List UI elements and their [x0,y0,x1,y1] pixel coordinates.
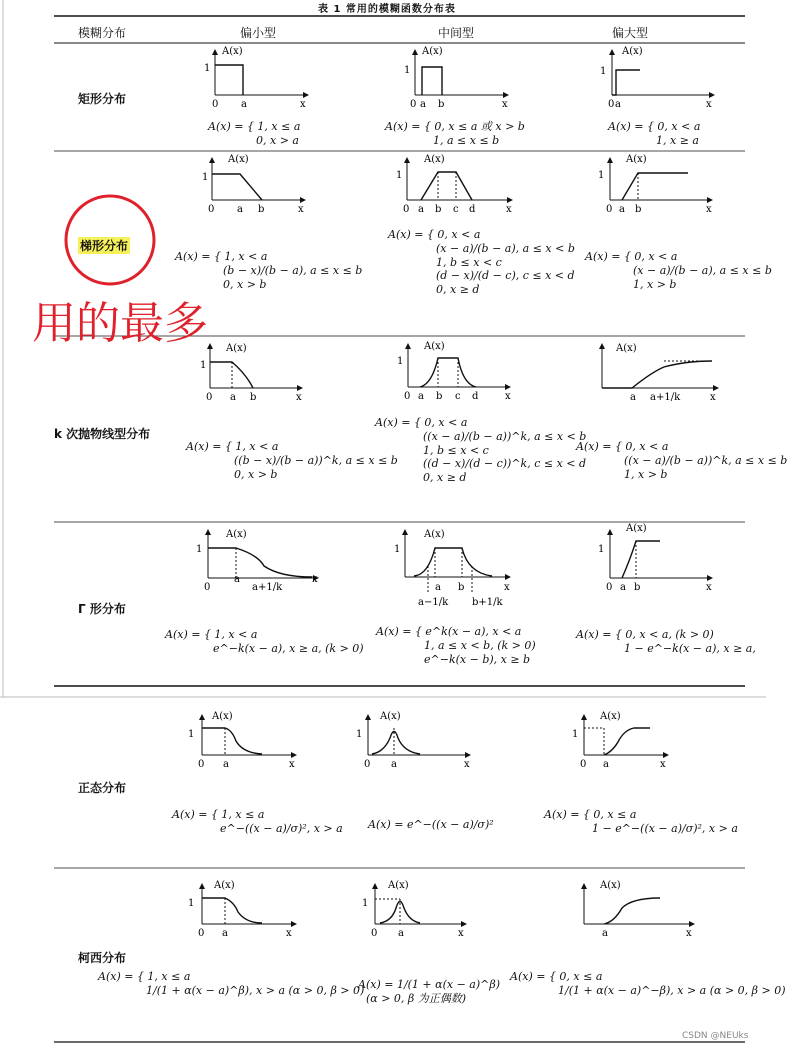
svg-text:b: b [435,204,442,215]
formula-rect-large: A(x) = { 0, x < a 1, x ≥ a [608,120,701,147]
formula-gamma-small: A(x) = { 1, x < a e^−k(x − a), x ≥ a, (k > 0) [165,628,364,655]
formula-normal-large: A(x) = { 0, x ≤ a 1 − e^−((x − a)/σ)², x > a [544,808,738,835]
svg-text:A(x): A(x) [226,529,247,540]
svg-text:A(x): A(x) [222,46,243,57]
svg-text:1: 1 [204,63,211,74]
svg-text:x: x [296,392,302,403]
svg-text:1: 1 [202,172,209,183]
graph-cauchy-large [584,880,694,939]
formula-para-small: A(x) = { 1, x < a ((b − x)/(b − a))^k, a ≤ x ≤ b 0, x > b [186,440,398,481]
svg-text:A(x): A(x) [616,343,637,354]
graph-normal-middle [356,711,470,770]
row-label-cauchy: 柯西分布 [78,951,127,965]
svg-text:A(x): A(x) [622,46,643,57]
svg-text:1: 1 [188,898,195,909]
svg-text:A(x): A(x) [214,880,235,891]
formula-gamma-middle: A(x) = { e^k(x − a), x < a 1, a ≤ x < b, (k > 0) e^−k(x − b), x ≥ b [376,625,536,666]
formula-cauchy-middle: A(x) = 1/(1 + α(x − a)^β) (α > 0, β 为正偶数) [358,978,500,1005]
watermark: CSDN @NEUks [682,1031,749,1041]
svg-text:1: 1 [394,544,401,555]
svg-text:x: x [312,574,318,585]
header-small: 偏小型 [240,26,277,40]
svg-text:a: a [435,582,441,593]
row-label-parabolic: k 次抛物线型分布 [54,427,151,441]
header-distribution: 模糊分布 [78,26,127,40]
svg-text:b: b [436,391,443,402]
svg-text:x: x [706,99,712,110]
formula-normal-middle: A(x) = e^−((x − a)/σ)² [368,818,494,831]
svg-text:a: a [398,928,404,939]
formula-para-middle: A(x) = { 0, x < a ((x − a)/(b − a))^k, a ≤ x < b 1, b ≤ x < c ((d − x)/(d − c))^k, c ≤ x < d 0, x ≥ d [375,416,587,484]
svg-text:A(x): A(x) [626,154,647,165]
graph-normal-large [572,711,668,770]
svg-text:A(x): A(x) [626,523,647,534]
formula-gamma-large: A(x) = { 0, x < a, (k > 0) 1 − e^−k(x − a), x ≥ a, [576,628,756,655]
graph-rect-middle [404,46,508,110]
svg-text:b: b [458,582,465,593]
svg-text:A(x): A(x) [424,154,445,165]
svg-text:a+1/k: a+1/k [650,392,681,403]
graph-gamma-small [196,529,318,593]
svg-text:b: b [634,582,641,593]
formula-para-large: A(x) = { 0, x < a ((x − a)/(b − a))^k, a ≤ x ≤ b 1, x > b [576,440,787,481]
svg-text:x: x [502,99,508,110]
svg-text:1: 1 [598,170,605,181]
svg-text:a: a [420,99,426,110]
graph-rect-small [204,46,308,110]
svg-text:a: a [620,582,626,593]
svg-text:A(x): A(x) [380,711,401,722]
row-label-normal: 正态分布 [78,781,127,795]
svg-text:x: x [706,204,712,215]
svg-text:1: 1 [188,729,195,740]
svg-text:d: d [472,391,479,402]
svg-text:x: x [706,582,712,593]
svg-text:1: 1 [196,544,203,555]
svg-text:A(x): A(x) [226,343,247,354]
svg-text:a−1/k: a−1/k [418,597,449,608]
handwritten-text: 用的最多 [32,298,208,349]
graph-para-large [602,343,718,403]
svg-text:b: b [438,99,445,110]
svg-text:0: 0 [364,759,371,770]
svg-text:0: 0 [204,582,211,593]
svg-text:a: a [630,392,636,403]
svg-text:0: 0 [371,928,378,939]
svg-text:x: x [506,204,512,215]
row-label-trapezoid: 梯形分布 [80,239,129,253]
svg-text:a: a [418,204,424,215]
svg-text:0: 0 [404,391,411,402]
svg-text:a: a [237,204,243,215]
svg-text:a: a [241,99,247,110]
svg-text:0: 0 [608,99,615,110]
svg-text:x: x [286,928,292,939]
svg-text:b: b [258,204,265,215]
svg-text:x: x [458,928,464,939]
svg-text:x: x [710,392,716,403]
svg-text:0: 0 [606,582,613,593]
row-label-gamma: Γ 形分布 [78,602,126,616]
formula-cauchy-small: A(x) = { 1, x ≤ a 1/(1 + α(x − a)^β), x > a (α > 0, β > 0) [98,970,365,997]
graph-normal-small [188,711,296,770]
svg-text:x: x [504,582,510,593]
formula-trap-large: A(x) = { 0, x < a (x − a)/(b − a), a ≤ x ≤ b 1, x > b [585,250,772,291]
svg-text:a: a [230,392,236,403]
svg-text:a: a [615,99,621,110]
svg-text:0: 0 [198,759,205,770]
svg-text:x: x [505,391,511,402]
formula-trap-small: A(x) = { 1, x < a (b − x)/(b − a), a ≤ x ≤ b 0, x > b [175,250,363,291]
svg-text:x: x [660,759,666,770]
svg-text:0: 0 [198,928,205,939]
svg-text:0: 0 [212,99,219,110]
formula-cauchy-large: A(x) = { 0, x ≤ a 1/(1 + α(x − a)^−β), x > a (α > 0, β > 0) [510,970,786,997]
formula-trap-middle: A(x) = { 0, x < a (x − a)/(b − a), a ≤ x < b 1, b ≤ x < c (d − x)/(d − c), c ≤ x < d 0, x ≥ d [388,228,575,296]
svg-text:0: 0 [208,204,215,215]
svg-text:A(x): A(x) [422,46,443,57]
formula-rect-middle: A(x) = { 0, x ≤ a 或 x > b 1, a ≤ x ≤ b [385,120,525,147]
svg-text:1: 1 [356,729,363,740]
svg-text:c: c [455,391,461,402]
header-large: 偏大型 [612,26,649,40]
svg-text:0: 0 [580,759,587,770]
svg-text:x: x [289,759,295,770]
formula-rect-small: A(x) = { 1, x ≤ a 0, x > a [208,120,301,147]
graph-trap-middle [396,154,512,215]
header-middle: 中间型 [438,26,475,40]
svg-text:a: a [391,759,397,770]
row-label-rectangular: 矩形分布 [78,92,127,106]
svg-text:x: x [464,759,470,770]
graph-cauchy-small [188,880,296,939]
formula-normal-small: A(x) = { 1, x ≤ a e^−((x − a)/σ)², x > a [172,808,343,835]
graph-trap-large [598,154,712,215]
svg-text:1: 1 [572,729,579,740]
graph-gamma-middle [394,529,510,608]
svg-text:A(x): A(x) [600,880,621,891]
svg-text:1: 1 [600,66,607,77]
svg-text:x: x [298,204,304,215]
svg-text:A(x): A(x) [424,529,445,540]
svg-text:a: a [418,391,424,402]
svg-text:1: 1 [396,170,403,181]
svg-text:a: a [222,928,228,939]
svg-text:1: 1 [362,898,369,909]
graph-cauchy-middle [362,880,466,939]
svg-text:0: 0 [403,204,410,215]
svg-text:b+1/k: b+1/k [472,597,503,608]
graph-trap-small [202,154,305,215]
graph-para-middle [397,341,511,402]
svg-text:A(x): A(x) [424,341,445,352]
svg-text:0: 0 [410,99,417,110]
svg-text:1: 1 [397,356,404,367]
graph-gamma-large [598,523,712,593]
table-caption: 表 1 常用的模糊函数分布表 [318,4,456,15]
svg-text:c: c [453,204,459,215]
graph-rect-large [600,46,714,110]
svg-text:A(x): A(x) [228,154,249,165]
svg-text:b: b [250,392,257,403]
svg-text:x: x [686,928,692,939]
svg-text:0: 0 [606,204,613,215]
svg-text:b: b [635,204,642,215]
svg-text:a: a [602,928,608,939]
svg-text:1: 1 [200,360,207,371]
svg-text:d: d [469,204,476,215]
svg-text:a: a [603,759,609,770]
svg-text:A(x): A(x) [600,711,621,722]
svg-text:a: a [234,574,240,585]
svg-text:0: 0 [206,392,213,403]
svg-text:a: a [223,759,229,770]
svg-text:x: x [300,99,306,110]
svg-text:a: a [619,204,625,215]
svg-text:A(x): A(x) [388,880,409,891]
svg-text:A(x): A(x) [212,711,233,722]
svg-text:1: 1 [598,544,605,555]
svg-text:1: 1 [404,65,411,76]
svg-text:a+1/k: a+1/k [252,582,283,593]
graph-para-small [200,343,302,403]
